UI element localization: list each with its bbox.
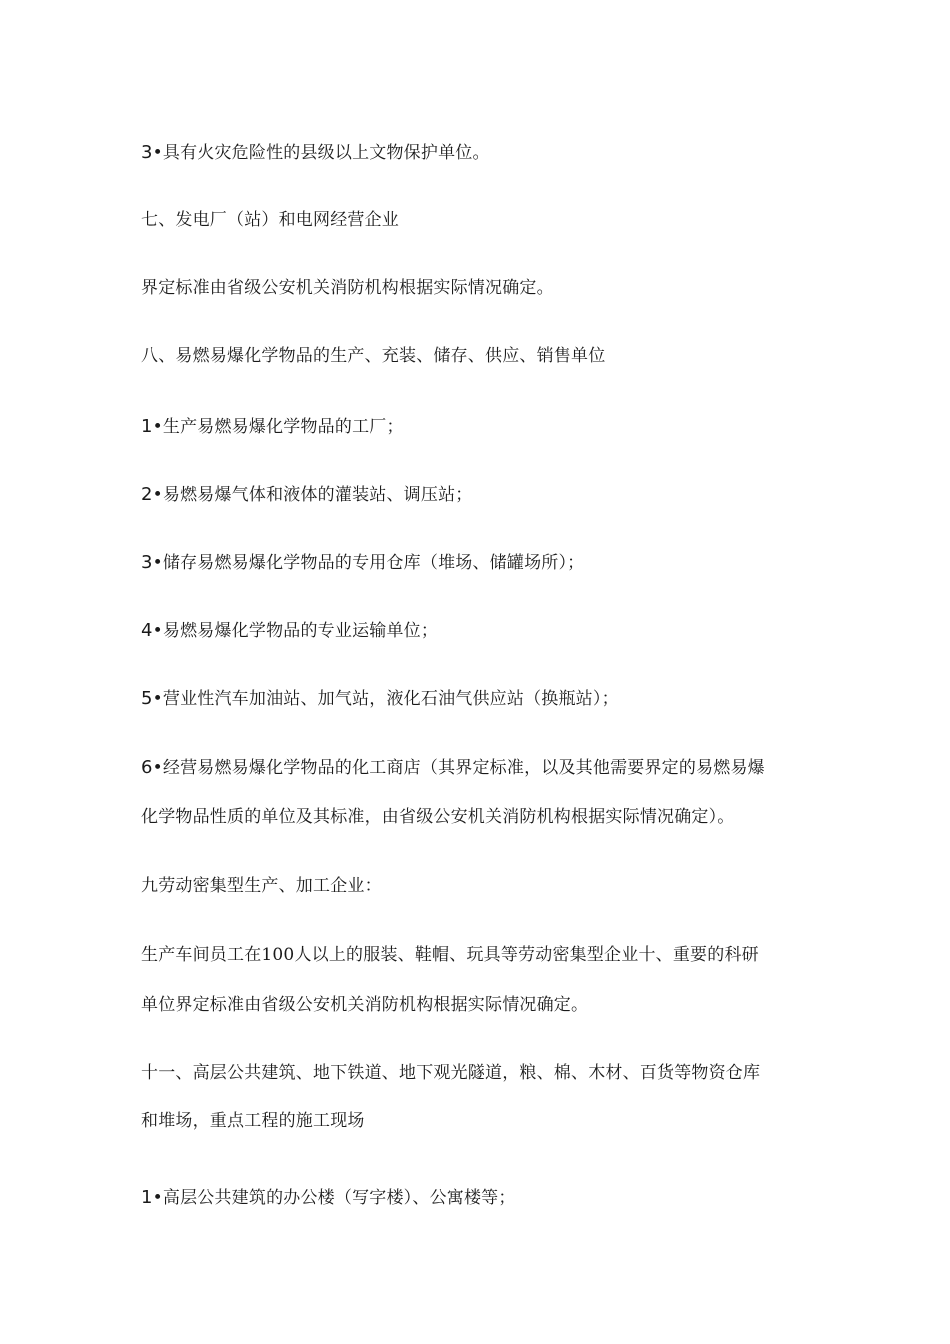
item-number: 1 bbox=[141, 416, 153, 437]
section-9-heading bbox=[141, 874, 821, 898]
section-11-heading-continued bbox=[141, 1109, 821, 1133]
section-8-item-5 bbox=[141, 687, 821, 711]
section-heading-text: 九劳动密集型生产、加工企业： bbox=[141, 876, 382, 896]
section-8-item-2 bbox=[141, 483, 821, 507]
section-11-heading bbox=[141, 1061, 821, 1085]
section-7-criteria bbox=[141, 276, 821, 300]
paragraph-text: 界定标准由省级公安机关消防机构根据实际情况确定。 bbox=[141, 278, 554, 298]
item-number: 5 bbox=[141, 688, 153, 709]
section-11-item-1 bbox=[141, 1186, 821, 1210]
section-8-heading bbox=[141, 344, 821, 368]
item-text: •储存易燃易爆化学物品的专用仓库（堆场、储罐场所）； bbox=[152, 553, 585, 573]
item-text: •易燃易爆化学物品的专业运输单位； bbox=[152, 621, 439, 641]
section-8-item-1 bbox=[141, 415, 821, 439]
item-3-cultural-relic-units bbox=[141, 141, 821, 165]
item-number: 3 bbox=[141, 552, 153, 573]
item-number: 6 bbox=[141, 757, 153, 778]
item-number: 4 bbox=[141, 620, 153, 641]
paragraph-text: 单位界定标准由省级公安机关消防机构根据实际情况确定。 bbox=[141, 995, 589, 1015]
section-heading-text: 八、易燃易爆化学物品的生产、充装、储存、供应、销售单位 bbox=[141, 346, 606, 366]
item-text: •具有火灾危险性的县级以上文物保护单位。 bbox=[152, 143, 490, 163]
item-text: 化学物品性质的单位及其标准，由省级公安机关消防机构根据实际情况确定）。 bbox=[141, 807, 735, 827]
item-number: 1 bbox=[141, 1187, 153, 1208]
item-text: •营业性汽车加油站、加气站，液化石油气供应站（换瓶站）； bbox=[152, 689, 619, 709]
item-text: •易燃易爆气体和液体的灌装站、调压站； bbox=[152, 485, 473, 505]
section-8-item-6 bbox=[141, 756, 821, 780]
section-8-item-3 bbox=[141, 551, 821, 575]
section-heading-text: 七、发电厂（站）和电网经营企业 bbox=[141, 210, 399, 230]
item-text: •高层公共建筑的办公楼（写字楼）、公寓楼等； bbox=[152, 1188, 516, 1208]
section-heading-text: 十一、高层公共建筑、地下铁道、地下观光隧道，粮、棉、木材、百货等物资仓库 bbox=[141, 1063, 761, 1083]
item-text: •经营易燃易爆化学物品的化工商店（其界定标准，以及其他需要界定的易燃易爆 bbox=[152, 758, 765, 778]
section-7-heading bbox=[141, 208, 821, 232]
section-9-criteria bbox=[141, 943, 821, 967]
section-8-item-4 bbox=[141, 619, 821, 643]
section-heading-text: 和堆场，重点工程的施工现场 bbox=[141, 1111, 365, 1131]
section-8-item-6-continued bbox=[141, 805, 821, 829]
item-number: 3 bbox=[141, 142, 153, 163]
item-number: 2 bbox=[141, 484, 153, 505]
section-10-criteria bbox=[141, 993, 821, 1017]
paragraph-text: 生产车间员工在100人以上的服装、鞋帽、玩具等劳动密集型企业十、重要的科研 bbox=[141, 945, 759, 965]
item-text: •生产易燃易爆化学物品的工厂； bbox=[152, 417, 404, 437]
